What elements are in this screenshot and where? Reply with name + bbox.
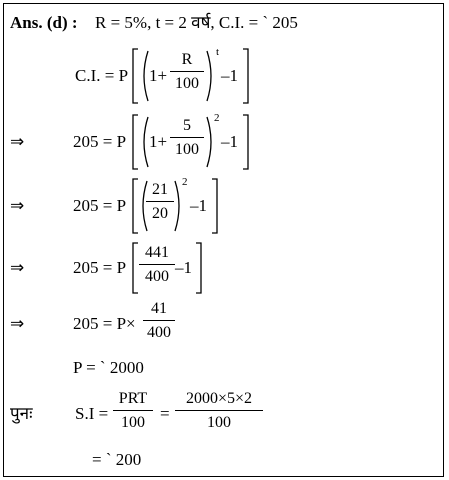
step1-one-plus: 1+	[149, 66, 168, 85]
step2-minus-one: –1	[221, 132, 238, 151]
step5-lhs: 205 = P×	[73, 314, 136, 333]
step2-right-bracket	[241, 114, 251, 170]
step1-minus-one: –1	[221, 66, 238, 85]
fraction-bar	[170, 71, 204, 72]
step5-denominator: 400	[147, 324, 171, 341]
implies-arrow: ⇒	[10, 132, 25, 152]
step4-minus-one: –1	[175, 258, 192, 277]
implies-arrow: ⇒	[10, 258, 25, 278]
principal-result: P = ` 2000	[73, 358, 144, 377]
step2-denominator: 100	[175, 141, 199, 158]
si-formula-numerator: PRT	[118, 390, 148, 407]
implies-arrow: ⇒	[10, 314, 25, 334]
si-values-numerator: 2000×5×2	[185, 390, 253, 407]
step1-fraction	[170, 51, 204, 93]
step3-denominator: 20	[152, 205, 168, 222]
si-formula-denominator: 100	[121, 414, 145, 431]
step4-numerator: 441	[145, 244, 169, 261]
si-lhs: S.I =	[75, 404, 109, 423]
si-formula-fraction	[113, 390, 153, 432]
fraction-bar	[113, 410, 153, 411]
step3-lhs: 205 = P	[73, 196, 127, 215]
step1-right-bracket	[241, 48, 251, 104]
si-result: = ` 200	[92, 450, 142, 469]
step2-exponent: 2	[214, 112, 220, 124]
fraction-bar	[139, 264, 175, 265]
step2-fraction	[170, 117, 204, 159]
again-label: पुनः	[10, 404, 33, 423]
step4-fraction	[139, 244, 175, 286]
si-equals: =	[160, 404, 170, 423]
step1-exponent: t	[216, 46, 220, 58]
step1-numerator: R	[181, 51, 193, 68]
step3-minus-one: –1	[190, 196, 207, 215]
step2-lhs: 205 = P	[73, 132, 127, 151]
fraction-bar	[175, 410, 263, 411]
fraction-bar	[143, 320, 175, 321]
step1-denominator: 100	[175, 75, 199, 92]
step3-right-bracket	[210, 178, 220, 234]
implies-arrow: ⇒	[10, 196, 25, 216]
step3-numerator: 21	[152, 181, 168, 198]
step1-right-paren	[205, 50, 215, 102]
si-values-fraction	[175, 390, 263, 432]
step3-exponent: 2	[182, 176, 188, 188]
fraction-bar	[170, 137, 204, 138]
step1-lhs: C.I. = P	[75, 66, 129, 85]
step2-one-plus: 1+	[149, 132, 168, 151]
si-values-denominator: 100	[207, 414, 231, 431]
step4-right-bracket	[194, 242, 204, 294]
step4-lhs: 205 = P	[73, 258, 127, 277]
given-values: R = 5%, t = 2 वर्ष, C.I. = ` 205	[95, 13, 298, 32]
step5-fraction	[143, 300, 175, 342]
step4-denominator: 400	[145, 268, 169, 285]
fraction-bar	[146, 201, 174, 202]
step3-fraction	[146, 181, 174, 223]
step2-numerator: 5	[183, 117, 191, 134]
answer-label: Ans. (d) :	[10, 13, 78, 32]
step5-numerator: 41	[151, 300, 167, 317]
